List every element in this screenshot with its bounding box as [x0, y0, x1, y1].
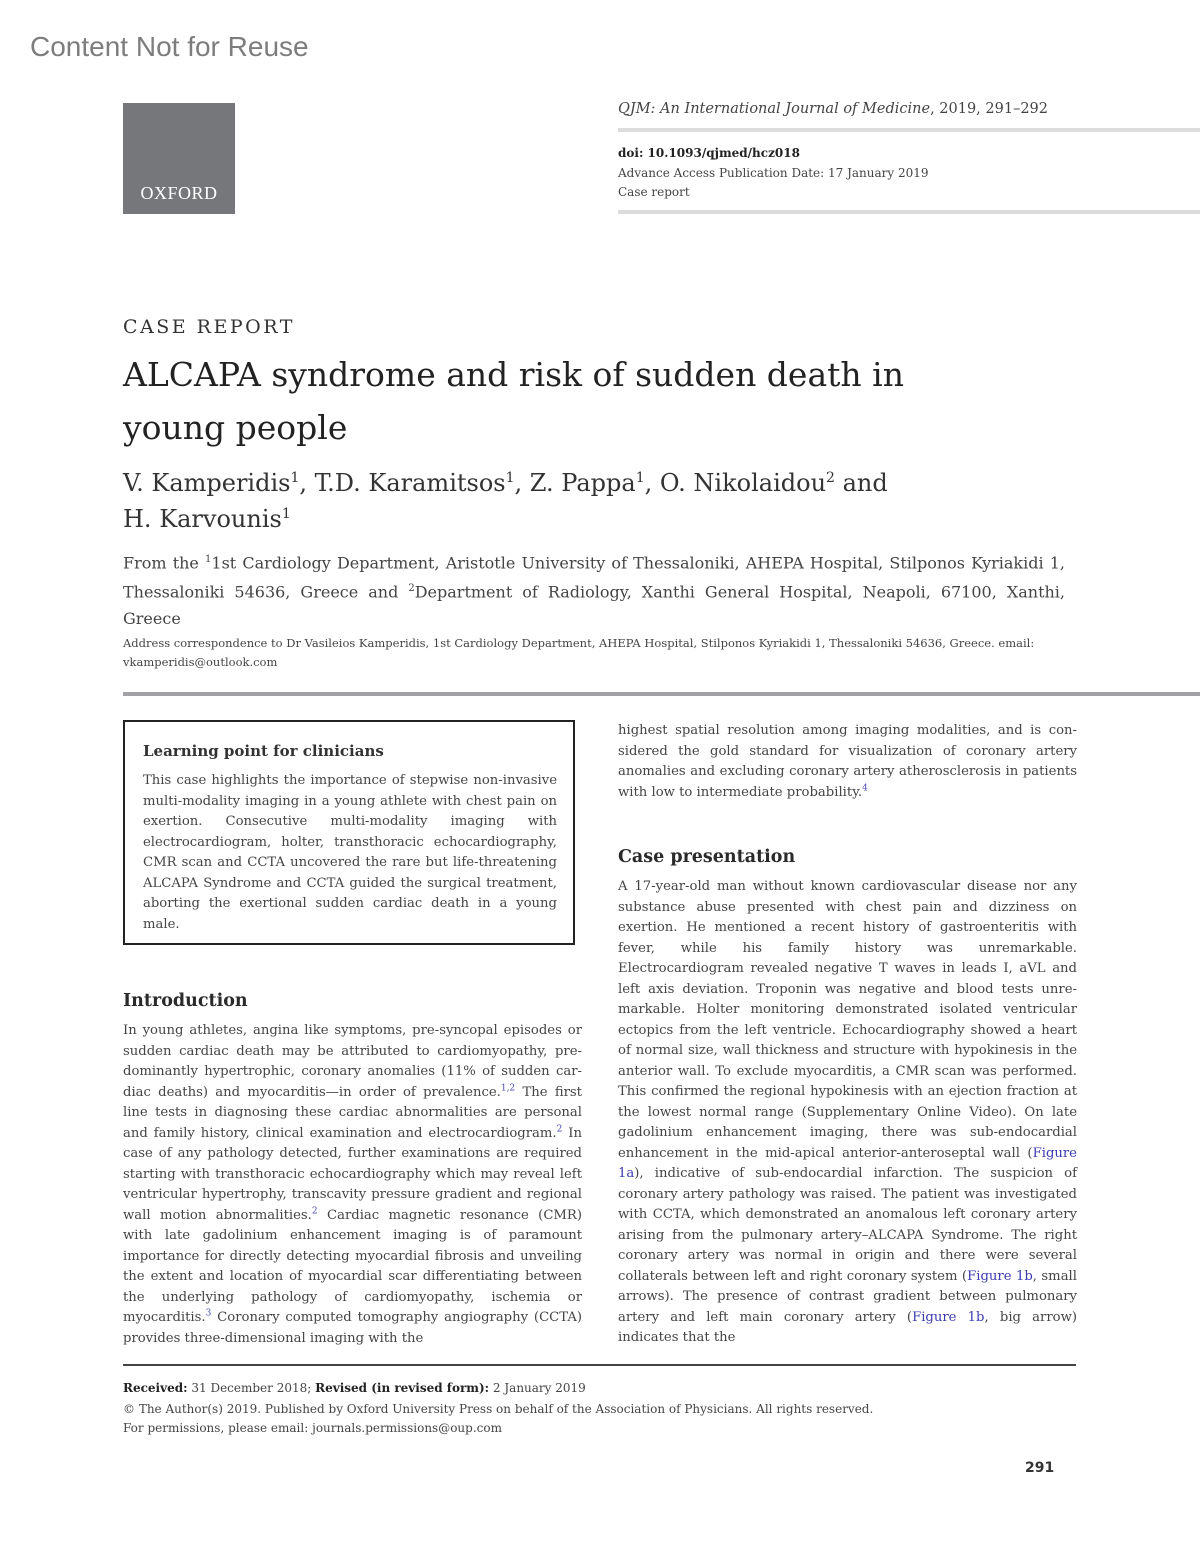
page-number: 291 [1025, 1460, 1055, 1476]
author-separator: and [834, 469, 888, 497]
text-run: , small arrows). The presence of contrast gradient between pulmonary artery and left main coronary artery ( [618, 1268, 1077, 1325]
front-matter-rule [123, 692, 1200, 696]
watermark: Content Not for Reuse [30, 31, 309, 62]
case-presentation-heading: Case presentation [618, 847, 796, 867]
text-run: The first line tests in diagnosing these cardiac abnormalities are personal and family history, clinical examination and electrocardiogram. [123, 1084, 582, 1141]
article-type: Case report [618, 185, 690, 199]
right-column [618, 721, 1077, 1349]
text-run: Cardiac magnetic resonance (CMR) with late gadolinium enhancement imaging is of paramount importance for directly detecting myocardial fibrosis and unveiling the extent and location of myocardial scar differentiating between the underlying pathology of cardiomyopathy, ischemia or myocarditis. [123, 1207, 582, 1325]
affiliation-mark: 1 [635, 470, 645, 486]
learning-point-box [123, 720, 575, 945]
case-presentation-paragraph [618, 877, 1077, 1349]
revised-date: 2 January 2019 [489, 1381, 586, 1395]
affiliations [123, 547, 1065, 632]
introduction-paragraph [123, 1021, 582, 1349]
footer-notes [123, 1378, 873, 1439]
affiliation-mark: 1 [505, 470, 515, 486]
revised-label: Revised (in revised form): [315, 1381, 490, 1395]
affiliation-1: 1st Cardiology Department, Aristotle University of Thessaloniki, AHEPA Hospital, Stilponos Kyriakidi 1, Thessaloniki 54636, Greece and [123, 553, 1065, 602]
text-run: In young athletes, angina like symptoms, pre-syncopal episodes or sudden cardiac death may be attributed to cardiomyopathy, predominantly hypertrophic, coronary anomalies (11% of sudden cardiac deaths) and myocarditis—in order of prevalence. [123, 1023, 582, 1100]
oxford-logo-label: OXFORD [140, 183, 218, 203]
section-kicker: CASE REPORT [123, 316, 295, 338]
learning-point-text: This case highlights the importance of stepwise non-invasive multi-modality imaging in a young athlete with chest pain on exertion. Consecutive multi-modality imaging with electrocardiogram, holter, transthoracic echocardiography, CMR scan and CCTA uncovered the rare but life-threatening ALCAPA Syndrome and CCTA guided the surgical treatment, aborting the exertional sudden cardiac death in a young male. [143, 773, 557, 932]
doi[interactable]: doi: 10.1093/qjmed/hcz018 [618, 146, 800, 160]
text-run: highest spatial resolution among imaging modalities, and is considered the gold standard for visualization of coronary artery anomalies and excluding coronary artery atherosclerosis in patients with low to intermediate probability. [618, 723, 1077, 800]
author-list [123, 463, 983, 535]
author[interactable]: H. Karvounis [123, 505, 282, 533]
header-rule-bottom [618, 210, 1200, 214]
received-date: 31 December 2018; [187, 1381, 316, 1395]
text-run: ), indicative of sub-endocardial infarction. The suspicion of coronary artery pathology was raised. The patient was investigated with CCTA, which demonstrated an anomalous left coronary artery arising from the pulmonary artery–ALCAPA Syndrome. The right coronary artery was normal in origin and there were several collaterals between left and right coronary system ( [618, 1166, 1077, 1284]
correspondence-address: Address correspondence to Dr Vasileios Kamperidis, 1st Cardiology Department, AHEPA Hospital, Stilponos Kyriakidi 1, Thessaloniki 54636, Greece. email: vkamperidis@outlook.com [123, 636, 1035, 669]
affiliation-mark: 1 [205, 554, 212, 565]
author[interactable]: V. Kamperidis [123, 469, 291, 497]
footer-rule [123, 1364, 1076, 1366]
text-run: In case of any pathology detected, further examinations are required starting with transthoracic echocardiography which may reveal left ventricular hypertrophy, transcavity pressure gradient and regional wall motion abnormalities. [123, 1125, 582, 1223]
affiliation-mark: 1 [290, 470, 300, 486]
author-separator: , [644, 469, 660, 497]
figure-link[interactable]: Figure 1a [618, 1145, 1077, 1181]
citation-ref[interactable]: 3 [205, 1308, 212, 1319]
history-dates [123, 1378, 873, 1399]
advance-access-date: Advance Access Publication Date: 17 January 2019 [618, 165, 929, 180]
figure-link[interactable]: Figure 1b [967, 1268, 1033, 1284]
journal-citation-tail: , 2019, 291–292 [930, 101, 1049, 117]
oxford-logo [123, 103, 235, 214]
received-label: Received: [123, 1381, 188, 1395]
permissions-line: For permissions, please email: journals.permissions@oup.com [123, 1421, 502, 1435]
header-rule-top [618, 128, 1200, 132]
learning-point-heading: Learning point for clinicians [143, 742, 384, 760]
affiliation-mark: 2 [408, 583, 415, 595]
affiliation-mark: 2 [826, 470, 835, 486]
affiliation-2: Department of Radiology, Xanthi General Hospital, Neapoli, 67100, Xanthi, Greece [123, 582, 1065, 628]
article-title: ALCAPA syndrome and risk of sudden death in young people [123, 355, 904, 447]
citation-ref[interactable]: 2 [556, 1124, 563, 1135]
affiliation-prefix: From the [123, 553, 206, 573]
author[interactable]: Z. Pappa [529, 469, 636, 497]
citation-ref[interactable]: 2 [311, 1206, 318, 1217]
article-meta [618, 144, 929, 203]
author-separator: , [514, 469, 530, 497]
left-column [123, 989, 582, 1349]
citation-ref[interactable]: 1,2 [500, 1083, 516, 1094]
figure-link[interactable]: Figure 1b [912, 1309, 985, 1325]
introduction-paragraph-continued [618, 721, 1077, 803]
author[interactable]: O. Nikolaidou [659, 469, 827, 497]
author[interactable]: T.D. Karamitsos [314, 469, 506, 497]
copyright-line: © The Author(s) 2019. Published by Oxford University Press on behalf of the Association of Physicians. All rights reserved. [123, 1402, 874, 1416]
author-separator: , [299, 469, 315, 497]
citation-ref[interactable]: 4 [862, 783, 868, 794]
introduction-heading: Introduction [123, 991, 248, 1011]
journal-name: QJM: An International Journal of Medicine [618, 101, 931, 117]
affiliation-mark: 1 [281, 506, 291, 522]
text-run: , big arrow) indicates that the [618, 1309, 1078, 1345]
journal-citation [618, 98, 1048, 120]
text-run: A 17-year-old man without known cardiovascular disease nor any substance abuse presented with chest pain and dizziness on exertion. He mentioned a recent history of gastroenteritis with fever, while his family history was unremarkable. Electrocardiogram revealed negative T waves in leads I, aVL and left axis deviation. Troponin was negative and blood tests unremarkable. Holter monitoring demonstrated isolated ventricular ectopics from the left ventricle. Echocardiography showed a heart of normal size, wall thickness and structure with hypokinesis in the anterior wall. To exclude myocarditis, a CMR scan was performed. This confirmed the regional hypokinesis with an ejection fraction at the lowest normal range (Supplementary Online Video). On late gadolinium enhancement imaging, there was sub-endocardial enhancement in the mid-apical anterior-anteroseptal wall ( [618, 879, 1077, 1161]
text-run: Coronary computed tomography angiography (CCTA) provides three-dimensional imaging with the [123, 1310, 582, 1346]
